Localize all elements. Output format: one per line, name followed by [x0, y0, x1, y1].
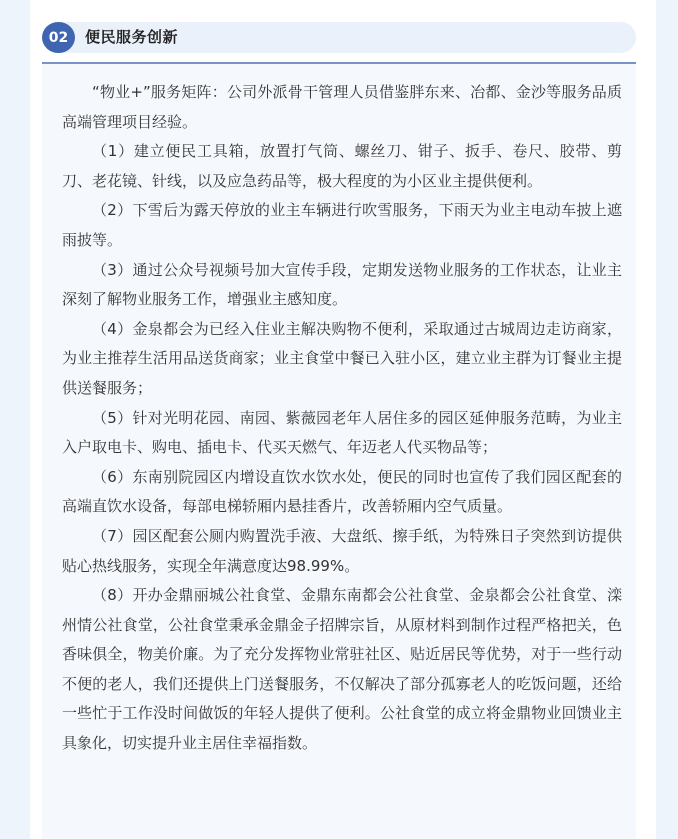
paragraph-item-8: （8）开办金鼎丽城公社食堂、金鼎东南都会公社食堂、金泉都会公社食堂、滦州情公社食堂，公社食堂秉承金鼎金子招牌宗旨，从原材料到制作过程严格把关，色香味俱全，物美价廉。为了充分发挥物业常驻社区、贴近居民等优势，对于一些行动不便的老人，我们还提供上门送餐服务，不仅解决了部分孤寡老人的吃饭问题，还给一些忙于工作没时间做饭的年轻人提供了便利。公社食堂的成立将金鼎物业回馈业主具象化，切实提升业主居住幸福指数。: [62, 586, 622, 753]
left-background-strip: [0, 0, 30, 839]
paragraph-item-5: （5）针对光明花园、南园、紫薇园老年人居住多的园区延伸服务范畴，为业主入户取电卡、购电、插电卡、代买天燃气、年迈老人代买物品等；: [62, 408, 622, 457]
right-background-strip: [656, 0, 678, 839]
article-frame: [30, 0, 656, 839]
paragraph-item-6: （6）东南别院园区内增设直饮水饮水处，便民的同时也宣传了我们园区配套的高端直饮水设备，每部电梯轿厢内悬挂香片，改善轿厢内空气质量。: [62, 467, 622, 516]
paragraph-item-7: （7）园区配套公厕内购置洗手液、大盘纸、擦手纸，为特殊日子突然到访提供贴心热线服务，实现全年满意度达98.99%。: [62, 526, 622, 575]
paragraph-item-2: （2）下雪后为露天停放的业主车辆进行吹雪服务，下雨天为业主电动车披上遮雨披等。: [62, 201, 622, 249]
section-body: [42, 64, 636, 839]
paragraph-intro: “物业+”服务矩阵：公司外派骨干管理人员借鉴胖东来、冶都、金沙等服务品质高端管理项目经验。: [62, 83, 622, 131]
paragraph-item-4: （4）金泉都会为已经入住业主解决购物不便利，采取通过古城周边走访商家，为业主推荐生活用品送货商家；业主食堂中餐已入驻小区，建立业主群为订餐业主提供送餐服务；: [62, 319, 622, 397]
paragraph-item-3: （3）通过公众号视频号加大宣传手段，定期发送物业服务的工作状态，让业主深刻了解物业服务工作，增强业主感知度。: [62, 260, 622, 309]
section-title: 便民服务创新: [85, 28, 179, 46]
section-number-badge: 02: [42, 22, 75, 53]
paragraph-item-1: （1）建立便民工具箱，放置打气筒、螺丝刀、钳子、扳手、卷尺、胶带、剪刀、老花镜、针线，以及应急药品等，极大程度的为小区业主提供便利。: [62, 142, 622, 190]
